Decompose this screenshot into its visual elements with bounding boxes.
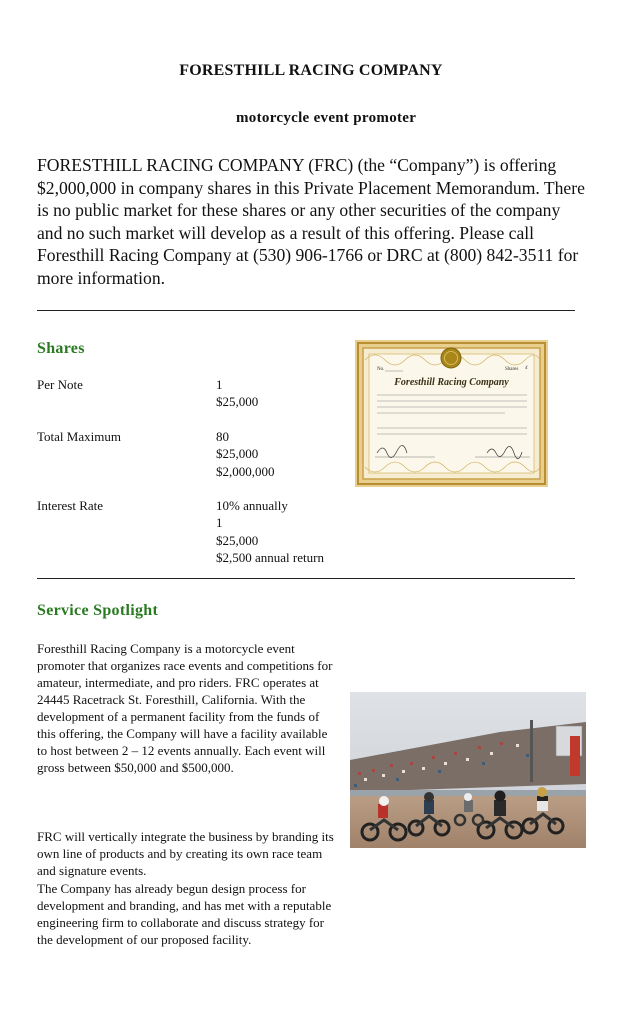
value-line: $2,500 annual return [216, 549, 324, 565]
value-line: 1 [216, 515, 223, 531]
value-line: 80 [216, 429, 229, 444]
value-line: $25,000 [216, 446, 259, 462]
per-note-values [216, 376, 258, 411]
divider [37, 578, 575, 579]
total-maximum-label: Total Maximum [37, 429, 121, 444]
total-maximum-values [216, 428, 275, 480]
spotlight-paragraph-1: Foresthill Racing Company is a motorcycle event promoter that organizes race events and competitions for amateur, intermediate, and pro riders. FRC operates at 24445 Racetrack St. Foresthill, California. With the development of a permanent facility from the funds of this offering, the Company will have a facility available to host between 2 – 12 events annually. Each event will gross between $50,000 and $500,000. [37, 641, 333, 775]
certificate-no-label: No. [377, 367, 385, 372]
spotlight-paragraph-3: The Company has already begun design process for development and branding, and has met with a reputable engineering firm to collaborate and discuss strategy for the development of our proposed facility. [37, 881, 332, 947]
value-line: $25,000 [216, 394, 259, 410]
motorcycle-race-photo [350, 692, 586, 848]
per-note-label: Per Note [37, 377, 83, 392]
certificate-shares-label: Shares [505, 367, 519, 372]
interest-rate-values [216, 497, 324, 566]
interest-rate-label: Interest Rate [37, 498, 104, 513]
value-line: $25,000 [216, 532, 259, 548]
page-subtitle: motorcycle event promoter [236, 110, 417, 126]
intro-paragraph: FORESTHILL RACING COMPANY (FRC) (the “Company”) is offering $2,000,000 in company shares in this Private Placement Memorandum. There is no public market for these shares or any other securities of the company and no such market will develop as a result of this offering. Please call Foresthill Racing Company at (530) 906-1766 or DRC at (800) 842-3511 for more information. [37, 155, 585, 288]
value-line: 1 [216, 377, 223, 392]
certificate-shares-value: 4 [525, 366, 528, 371]
shares-heading: Shares [37, 340, 85, 357]
share-certificate-image [355, 340, 548, 487]
certificate-title: Foresthill Racing Company [394, 377, 509, 388]
divider [37, 310, 575, 311]
value-line: $2,000,000 [216, 463, 275, 479]
page-title: FORESTHILL RACING COMPANY [179, 62, 443, 79]
spotlight-paragraph-2: FRC will vertically integrate the business by branding its own line of products and by creating its own race team and signature events. [37, 829, 334, 878]
value-line: 10% annually [216, 498, 288, 513]
service-spotlight-heading: Service Spotlight [37, 602, 159, 619]
